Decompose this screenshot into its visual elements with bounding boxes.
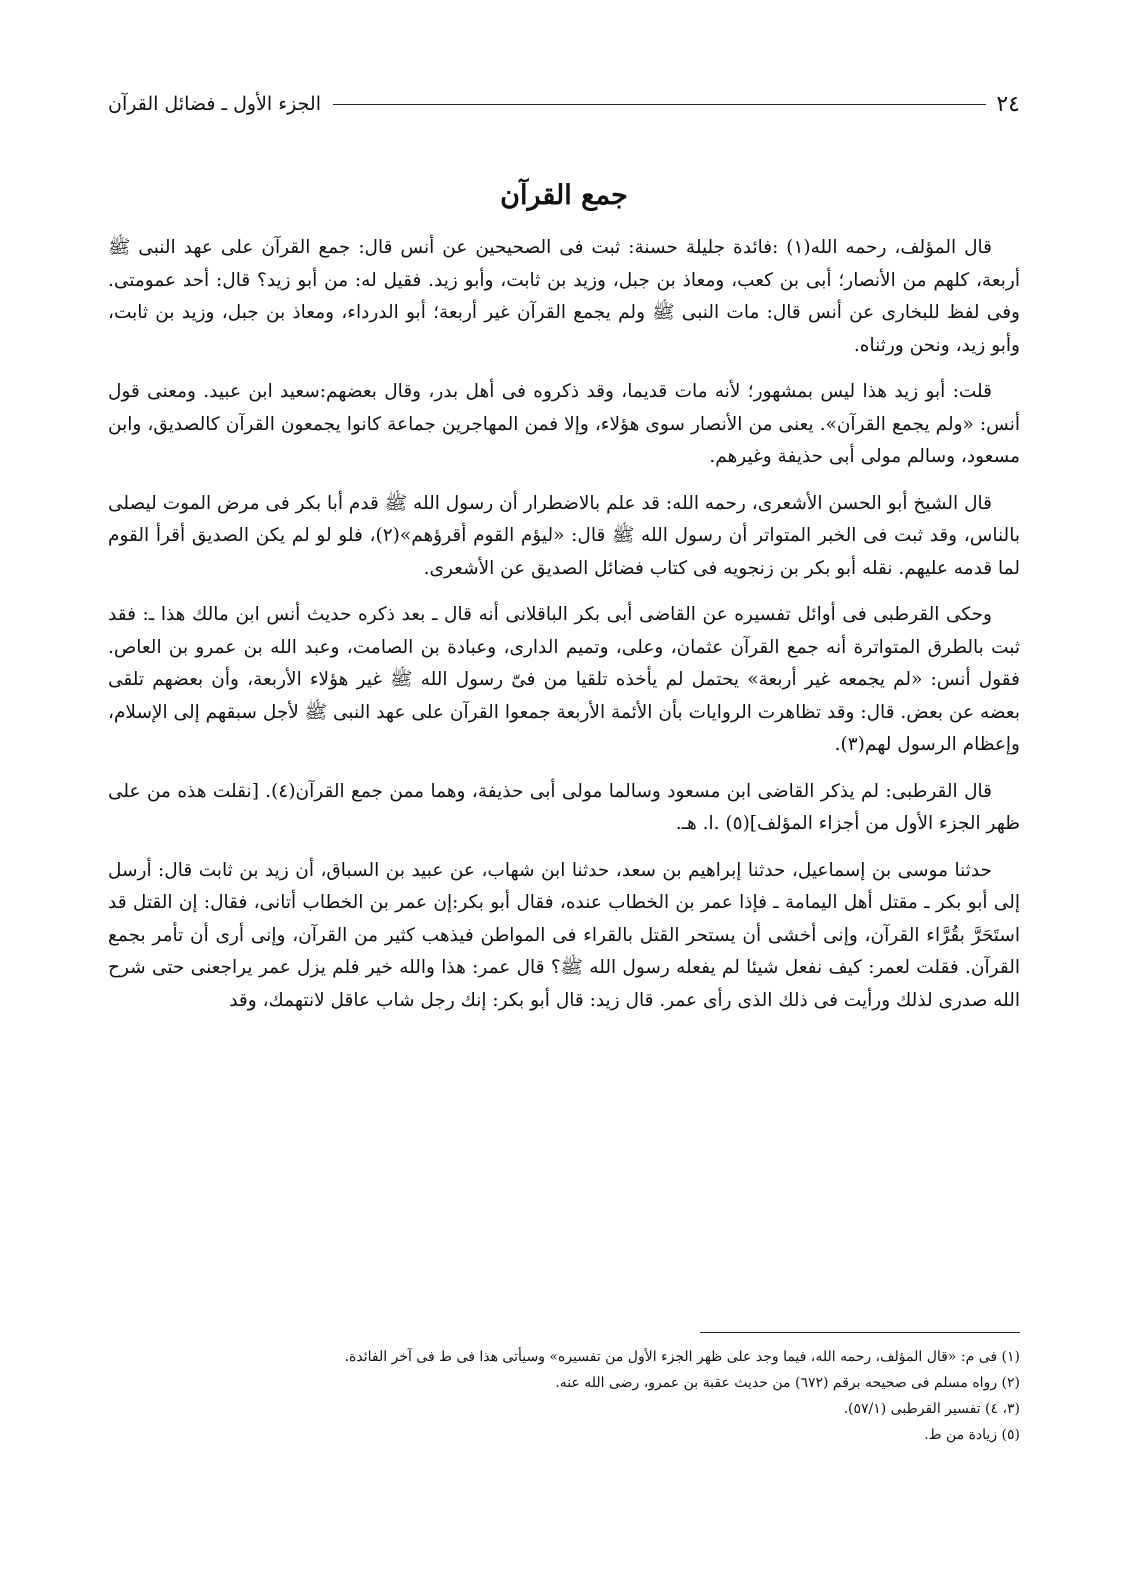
paragraph: قلت: أبو زيد هذا ليس بمشهور؛ لأنه مات قديما، وقد ذكروه فى أهل بدر، وقال بعضهم:سعيد ابن عبيد. ومعنى قول أنس: «ولم يجمع القرآن». يعنى من الأنصار سوى هؤلاء، وإلا فمن المهاجرين جماعة كانوا يجمعون القرآن كالصديق، وابن مسعود، وسالم مولى أبى حذيفة وغيرهم. [108,381,1020,467]
header-rule [333,104,986,105]
paragraph: قال القرطبى: لم يذكر القاضى ابن مسعود وسالما مولى أبى حذيفة، وهما ممن جمع القرآن(٤). [نقلت هذه من على ظهر الجزء الأول من أجزاء المؤلف](٥) .ا. هـ. [108,780,1020,834]
footnote-separator [700,1332,1020,1333]
paragraph: وحكى القرطبى فى أوائل تفسيره عن القاضى أبى بكر الباقلانى أنه قال ـ بعد ذكره حديث أنس ابن مالك هذا ـ: فقد ثبت بالطرق المتواترة أنه جمع القرآن عثمان، وعلى، وتميم الدارى، وعبادة بن الصامت، وعبد الله بن عمرو بن العاص. فقول أنس: «لم يجمعه غير أربعة» يحتمل لم يأخذه تلقيا من فىّ رسول الله ﷺ غير هؤلاء الأربعة، وأن بعضهم تلقى بعضه عن بعض. قال: وقد تظاهرت الروايات بأن الأئمة الأربعة جمعوا القرآن على عهد النبى ﷺ لأجل سبقهم إلى الإسلام، وإعظام الرسول لهم(٣). [108,604,1020,755]
section-title: جمع القرآن [500,180,628,211]
running-header [108,84,1020,124]
running-title: الجزء الأول ـ فضائل القرآن [108,93,321,115]
page-number: ٢٤ [996,91,1020,117]
footnote: (٥) زيادة من ط. [924,1427,1020,1443]
paragraph: قال الشيخ أبو الحسن الأشعرى، رحمه الله: قد علم بالاضطرار أن رسول الله ﷺ قدم أبا بكر فى مرض الموت ليصلى بالناس، وقد ثبت فى الخبر المتواتر أن رسول الله ﷺ قال: «ليؤم القوم أقرؤهم»(٢)، فلو لو لم يكن الصديق أقرأ القوم لما قدمه عليهم. نقله أبو بكر بن زنجويه فى كتاب فضائل الصديق عن الأشعرى. [108,492,1020,579]
footnote: (٢) رواه مسلم فى صحيحه برقم (٦٧٢) من حديث عقبة بن عمرو، رضى الله عنه. [555,1375,1020,1391]
main-text [108,232,1020,1031]
paragraph: قال المؤلف، رحمه الله(١) :فائدة جليلة حسنة: ثبت فى الصحيحين عن أنس قال: جمع القرآن على عهد النبى ﷺ أربعة، كلهم من الأنصار؛ أبى بن كعب، ومعاذ بن جبل، وزيد بن ثابت، وأبو زيد. فقيل له: من أبو زيد؟ قال: أحد عمومتى. وفى لفظ للبخارى عن أنس قال: مات النبى ﷺ ولم يجمع القرآن غير أربعة؛ أبو الدرداء، ومعاذ بن جبل، وزيد بن ثابت، وأبو زيد، ونحن ورثناه. [108,237,1020,356]
footnote: (١) فى م: «قال المؤلف، رحمه الله، فيما وجد على ظهر الجزء الأول من تفسيره» وسيأتى هذا فى ط فى آخر الفائدة. [344,1349,1020,1365]
paragraph: حدثنا موسى بن إسماعيل، حدثنا إبراهيم بن سعد، حدثنا ابن شهاب، عن عبيد بن السباق، أن زيد بن ثابت قال: أرسل إلى أبو بكر ـ مقتل أهل اليمامة ـ فإذا عمر بن الخطاب عنده، فقال أبو بكر:إن عمر بن الخطاب أتانى، فقال: إن القتل قد استَحَرَّ بقُرَّاء القرآن، وإنى أخشى أن يستحر القتل بالقراء فى المواطن فيذهب كثير من القرآن، وإنى أرى أن تأمر بجمع القرآن. فقلت لعمر: كيف نفعل شيئا لم يفعله رسول الله ﷺ؟ قال عمر: هذا والله خير فلم يزل عمر يراجعنى حتى شرح الله صدرى لذلك ورأيت فى ذلك الذى رأى عمر. قال زيد: قال أبو بكر: إنك رجل شاب عاقل لانتهمك، وقد [108,859,1020,1011]
footnotes [108,1344,1020,1448]
footnote: (٣، ٤) تفسير القرطبى (٥٧/١). [843,1401,1020,1417]
